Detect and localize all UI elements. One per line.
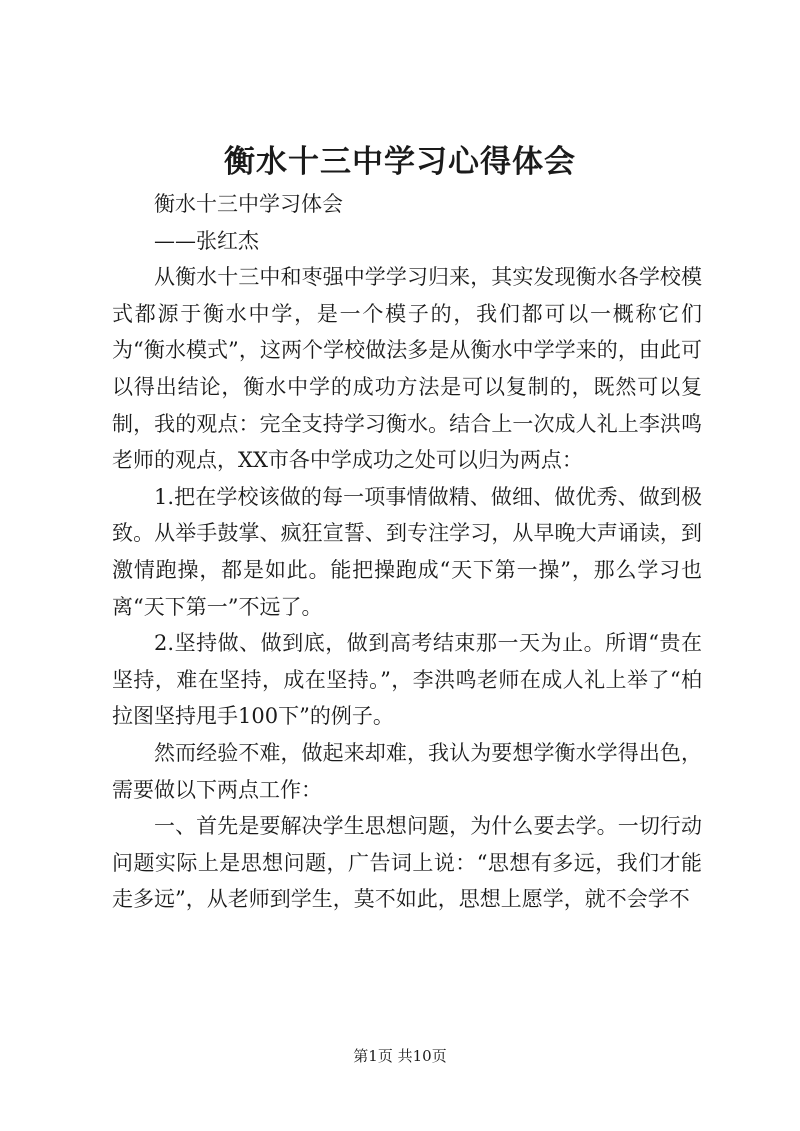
page-footer: 第1页 共10页 (353, 1047, 447, 1065)
document-body (112, 186, 702, 918)
paragraph: 从衡水十三中和枣强中学学习归来，其实发现衡水各学校模式都源于衡水中学，是一个模子的，我们都可以一概称它们为“衡水模式”，这两个学校做法多是从衡水中学学来的，由此可以得出结论，衡水中学的成功方法是可以复制的，既然可以复制，我的观点：完全支持学习衡水。结合上一次成人礼上李洪鸣老师的观点，XX市各中学成功之处可以归为两点： (112, 265, 702, 473)
paragraph: 1.把在学校该做的每一项事情做精、做细、做优秀、做到极致。从举手鼓掌、疯狂宣誓、到专注学习，从早晚大声诵读，到激情跑操，都是如此。能把操跑成“天下第一操”，那么学习也离“天下第一”不远了。 (112, 484, 702, 619)
subtitle: 衡水十三中学习体会 (154, 192, 343, 216)
paragraph: 一、首先是要解决学生思想问题，为什么要去学。一切行动问题实际上是思想问题，广告词上说：“思想有多远，我们才能走多远”，从老师到学生，莫不如此，思想上愿学，就不会学不 (112, 814, 702, 912)
author-line: ——张红杰 (154, 228, 259, 253)
document-title: 衡水十三中学习心得体会 (224, 144, 576, 180)
paragraph: 2.坚持做、做到底，做到高考结束那一天为止。所谓“贵在坚持，难在坚持，成在坚持。”，李洪鸣老师在成人礼上举了“柏拉图坚持甩手100下”的例子。 (112, 631, 702, 729)
paragraph: 然而经验不难，做起来却难，我认为要想学衡水学得出色，需要做以下两点工作： (112, 740, 702, 802)
